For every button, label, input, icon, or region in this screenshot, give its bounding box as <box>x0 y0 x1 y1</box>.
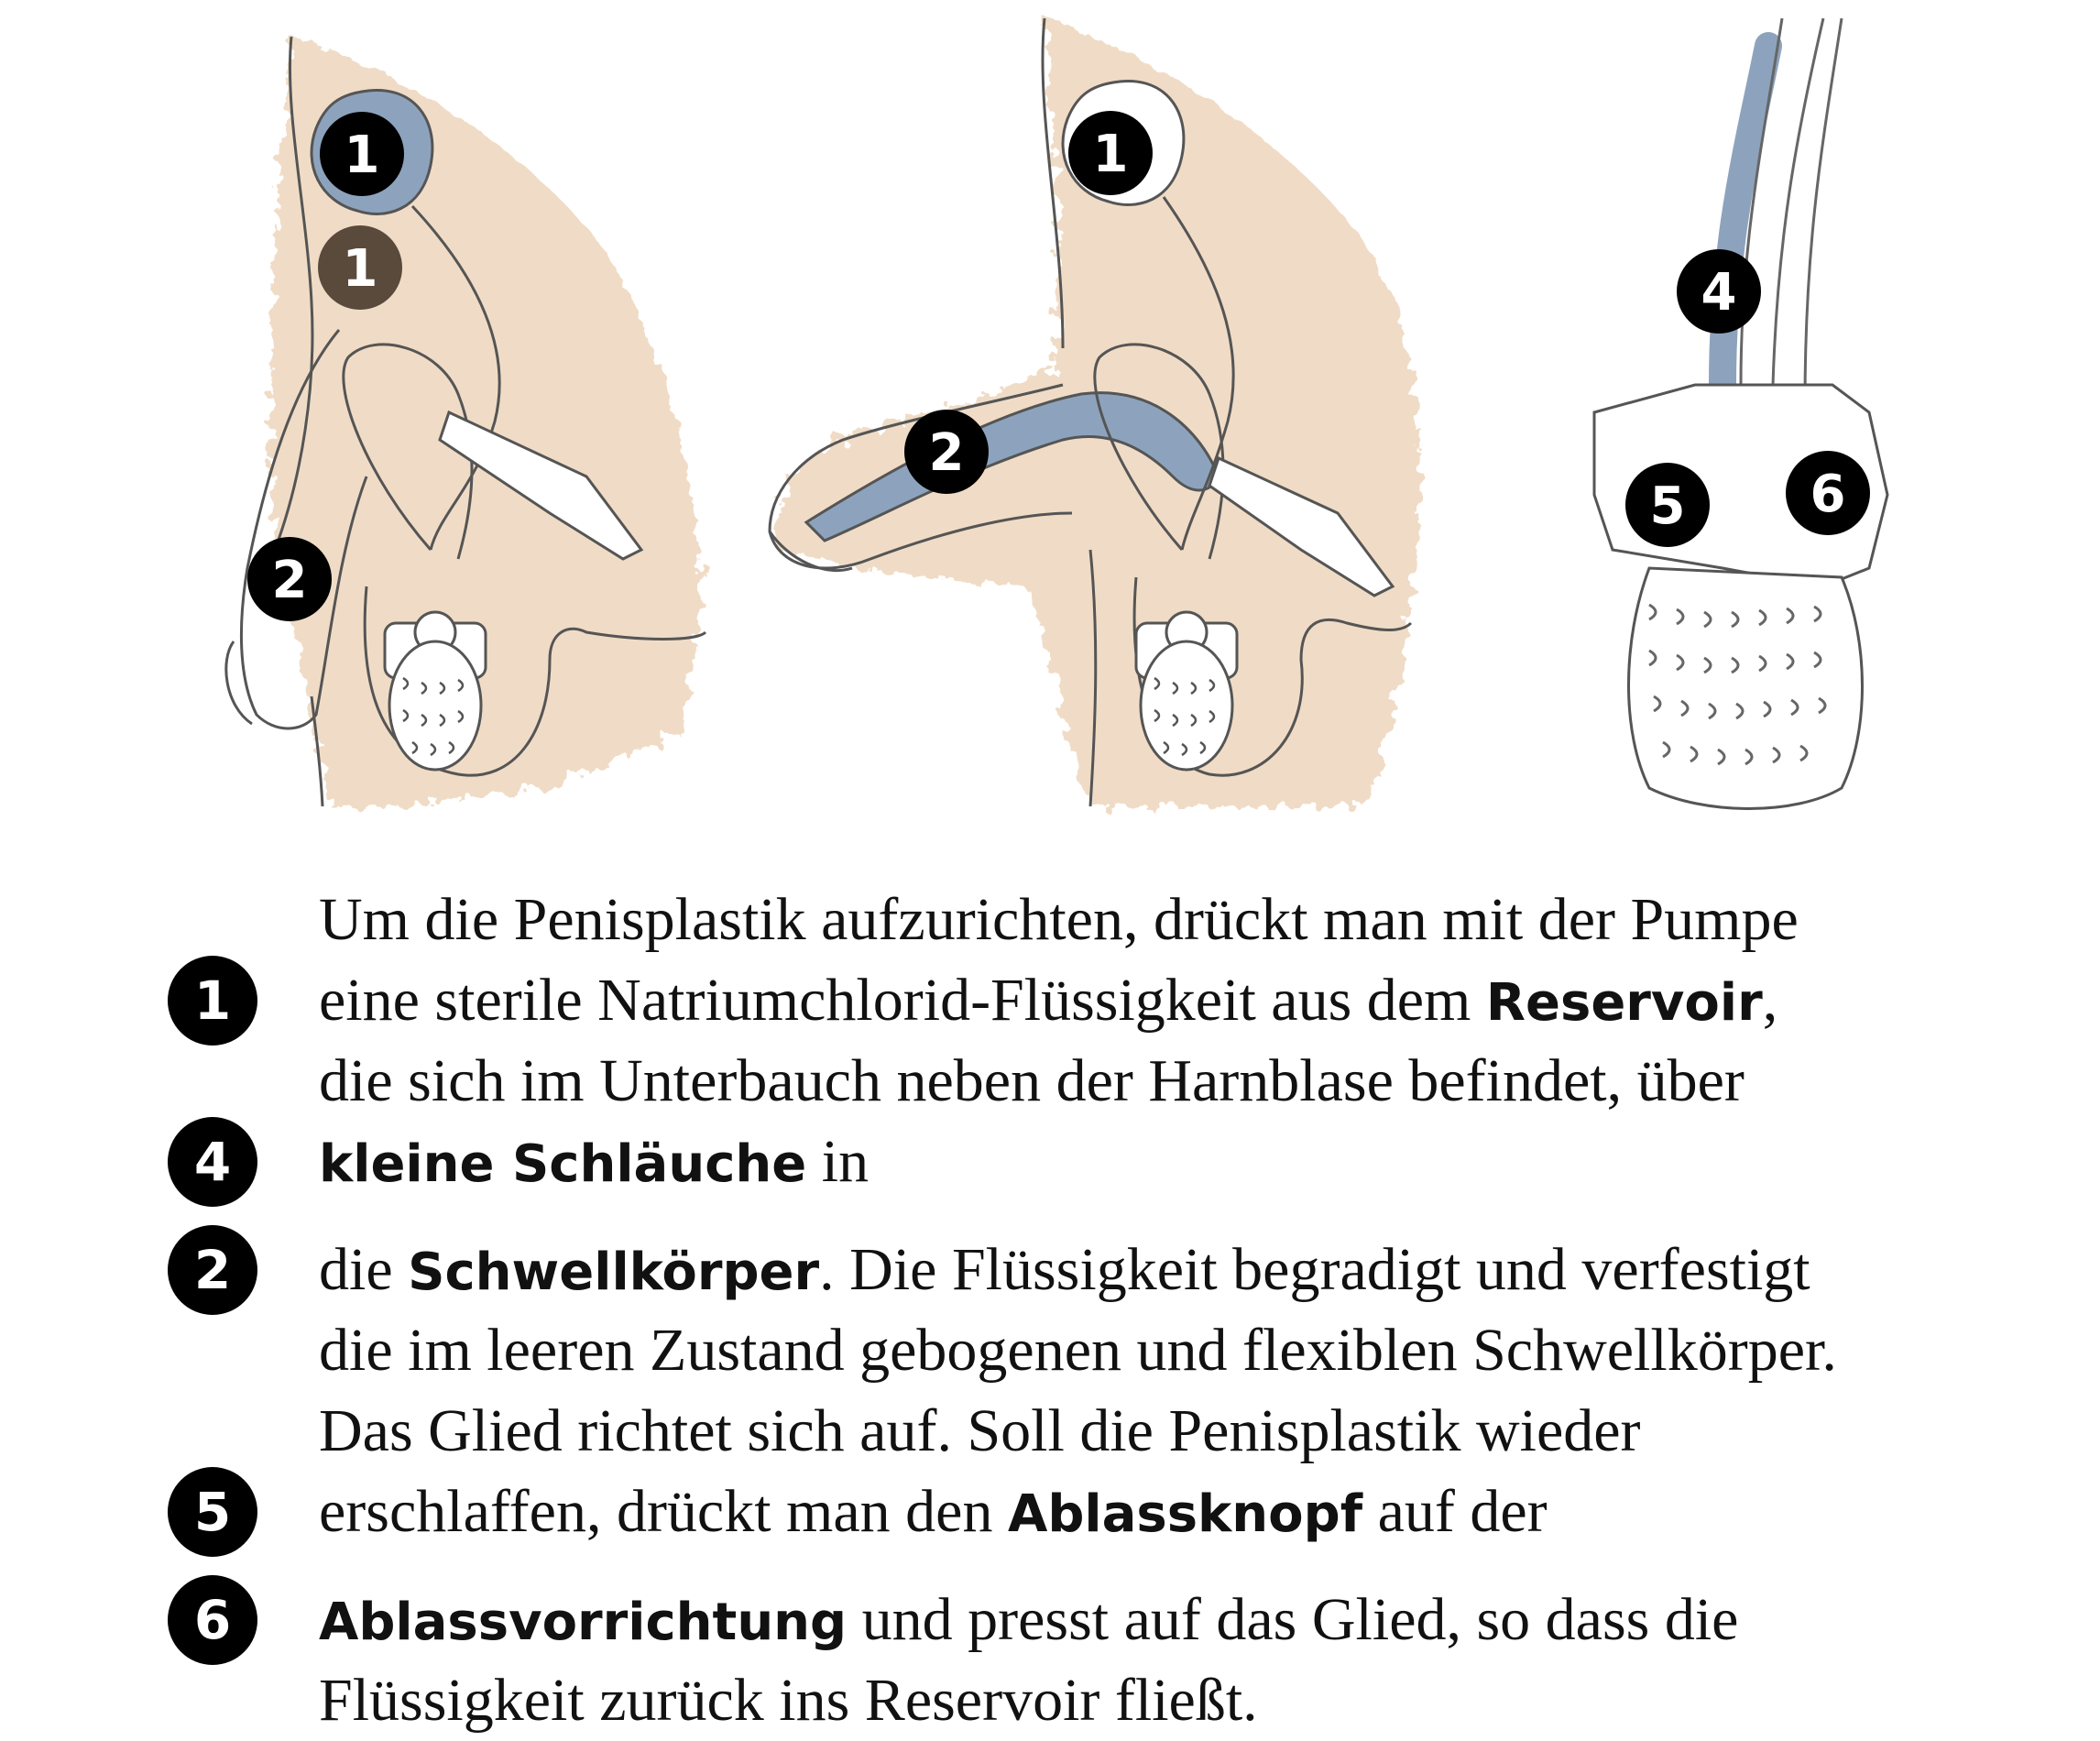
number-badge: 5 <box>168 1467 257 1557</box>
svg-text:4: 4 <box>1701 263 1737 323</box>
highlight-term: kleine Schläuche <box>319 1134 807 1194</box>
text-segment: , <box>1762 967 1778 1034</box>
text-segment: und presst auf das Glied, so dass die <box>847 1586 1739 1653</box>
figure-flaccid <box>226 37 705 806</box>
svg-text:1: 1 <box>1092 125 1129 184</box>
text-line <box>319 1230 1810 1313</box>
highlight-term: Schwellkörper <box>408 1243 820 1302</box>
number-badge: 6 <box>168 1575 257 1665</box>
svg-text:6: 6 <box>1810 465 1846 524</box>
pump-left <box>385 612 486 770</box>
number-badge: 2 <box>168 1225 257 1315</box>
svg-text:1: 1 <box>344 126 380 185</box>
text-line <box>319 880 1799 960</box>
text-segment: die sich im Unterbauch neben der Harnblase befindet, über <box>319 1047 1745 1114</box>
marker-tubes-right <box>1677 249 1761 334</box>
text-segment: in <box>806 1128 870 1195</box>
text-segment: die im leeren Zustand gebogenen und flexiblen Schwellkörper. <box>319 1317 1837 1384</box>
text-line <box>319 1310 1837 1391</box>
text-line <box>319 1391 1641 1472</box>
highlight-term: Ablassvorrichtung <box>319 1593 848 1652</box>
text-line <box>319 1580 1738 1663</box>
text-segment: die <box>319 1236 409 1303</box>
highlight-term: Reservoir <box>1485 973 1763 1033</box>
figure-pump-detail <box>1594 18 1887 809</box>
text-segment: Das Glied richtet sich auf. Soll die Penisplastik wieder <box>319 1397 1641 1464</box>
marker-release-button-right <box>1625 463 1710 547</box>
text-segment: Flüssigkeit zurück ins Reservoir fließt. <box>319 1667 1258 1734</box>
svg-text:2: 2 <box>271 551 308 610</box>
text-line <box>319 1122 869 1205</box>
text-segment: eine sterile Natriumchlorid-Flüssigkeit aus dem <box>319 967 1486 1034</box>
marker-reservoir-deflated-left <box>318 225 402 310</box>
implant-illustrations <box>0 0 2100 825</box>
text-line <box>319 1472 1548 1555</box>
marker-corpora-middle <box>904 410 989 494</box>
highlight-term: Ablassknopf <box>1007 1484 1363 1544</box>
text-line <box>319 1041 1745 1122</box>
svg-text:2: 2 <box>928 423 965 483</box>
text-line <box>319 960 1777 1044</box>
marker-release-device-right <box>1786 451 1870 535</box>
pump-middle <box>1136 612 1237 770</box>
text-segment: . Die Flüssigkeit begradigt und verfestigt <box>819 1236 1810 1303</box>
marker-reservoir-left <box>320 112 404 196</box>
number-badge: 1 <box>168 956 257 1046</box>
text-segment: auf der <box>1362 1478 1548 1545</box>
marker-corpora-left <box>247 537 332 621</box>
svg-text:5: 5 <box>1649 476 1686 536</box>
tube-blue-right <box>1723 46 1768 385</box>
text-segment: Um die Penisplastik aufzurichten, drückt man mit der Pumpe <box>319 886 1799 953</box>
pump-bulb-right <box>1629 568 1863 809</box>
svg-text:1: 1 <box>342 239 378 299</box>
text-segment: erschlaffen, drückt man den <box>319 1478 1008 1545</box>
number-badge: 4 <box>168 1117 257 1207</box>
marker-reservoir-middle <box>1068 111 1153 195</box>
glans-left <box>226 641 252 724</box>
figure-erect <box>770 18 1420 806</box>
text-line <box>319 1660 1258 1741</box>
